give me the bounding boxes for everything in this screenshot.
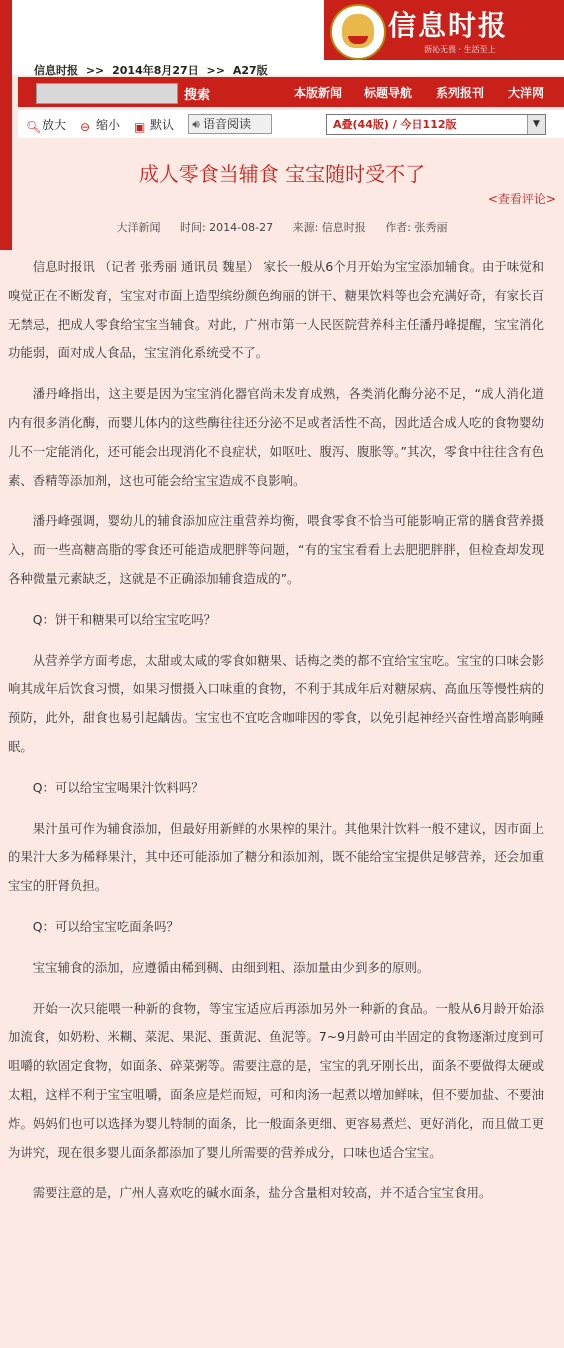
paragraph: 需要注意的是，广州人喜欢吃的碱水面条，盐分含量相对较高，并不适合宝宝食用。: [32, 1185, 492, 1201]
article-title: 成人零食当辅食 宝宝随时受不了: [138, 162, 426, 186]
lion-mascot-icon: [330, 4, 386, 60]
zoom-out-button[interactable]: ⊖ 缩小: [80, 118, 121, 134]
logo-title: 信息时报: [388, 9, 509, 42]
default-size-icon: ▣: [134, 120, 146, 134]
zoom-in-icon: 🔍︎: [26, 120, 42, 134]
page-header: [0, 0, 564, 75]
zoom-in-button[interactable]: 🔍︎放大: [26, 118, 67, 134]
search-input[interactable]: [36, 83, 178, 104]
meta-author: 作者: 张秀丽: [385, 221, 448, 234]
paragraph: 开始一次只能喂一种新的食物，等宝宝适应后再添加另外一种新的食品。一般从6月龄开始添加流食，如奶粉、米糊、菜泥、果泥、蛋黄泥、鱼泥等。7~9月龄可由半固定的食物逐渐过度到可咀嚼的软固定食物，如面条、碎菜粥等。需要注意的是，宝宝的乳牙刚长出，面条不要做得太硬或太粗，这样不利于宝宝咀嚼，面条应是烂而短，可和肉汤一起煮以增加鲜味，但不要加盐、不要油炸。妈妈们也可以选择为婴儿特制的面条，比一般面条更细、更容易煮烂、更好消化，而且做工更为讲究，现在很多婴儿面条都添加了婴儿所需要的营养成分，口味也适合宝宝。: [8, 1000, 544, 1160]
logo-tagline: 沥沁无畏 · 生活至上: [424, 45, 496, 54]
view-comments-link[interactable]: <查看评论>: [487, 192, 556, 206]
zoom-out-icon: ⊖: [80, 120, 91, 134]
question-heading: Q：可以给宝宝吃面条吗？: [32, 918, 179, 934]
nav-link-title-nav[interactable]: 标题导航: [364, 86, 413, 100]
edition-select[interactable]: [326, 114, 546, 135]
breadcrumb-separator: >>: [206, 64, 225, 77]
newspaper-logo[interactable]: [324, 0, 564, 60]
article-meta: [0, 219, 564, 235]
breadcrumb-date[interactable]: 2014年8月27日: [112, 64, 199, 77]
default-size-button[interactable]: ▣ 默认: [134, 118, 175, 134]
edition-select-value: A叠(44版) / 今日112版: [333, 118, 457, 131]
nav-link-series[interactable]: 系列报刊: [436, 86, 485, 100]
paragraph: 从营养学方面考虑，太甜或太咸的零食如糖果、话梅之类的都不宜给宝宝吃。宝宝的口味会影响其成年后饮食习惯，如果习惯摄入口味重的食物，不利于其成年后对糖尿病、高血压等慢性病的预防，此外，甜食也易引起龋齿。宝宝也不宜吃含咖啡因的零食，以免引起神经兴奋性增高影响睡眠。: [8, 652, 544, 754]
paragraph: 潘丹峰强调，婴幼儿的辅食添加应注重营养均衡，喂食零食不恰当可能影响正常的膳食营养摄入，而一些高糖高脂的零食还可能造成肥胖等问题，“有的宝宝看看上去肥肥胖胖，但检查却发现各种微量元素缺乏，这就是不正确添加辅食造成的”。: [8, 513, 544, 586]
reading-toolbar: [18, 110, 564, 138]
question-heading: Q：饼干和糖果可以给宝宝吃吗？: [32, 611, 217, 627]
meta-origin: 来源: 信息时报: [292, 221, 366, 234]
search-button[interactable]: 搜索: [184, 88, 211, 103]
side-banner: [0, 0, 12, 250]
paragraph: 果汁虽可作为辅食添加，但最好用新鲜的水果榨的果汁。其他果汁饮料一般不建议，因市面上的果汁大多为稀释果汁，其中还可能添加了糖分和添加剂，既不能给宝宝提供足够营养，还会加重宝宝的肝肾负担。: [8, 820, 544, 894]
meta-source: 大洋新闻: [116, 221, 161, 234]
breadcrumb-page[interactable]: A27版: [232, 64, 268, 77]
nav-link-page-news[interactable]: 本版新闻: [294, 86, 343, 100]
chevron-down-icon: ▼: [527, 115, 545, 134]
breadcrumb-separator: >>: [85, 64, 105, 77]
speaker-icon: 🔊︎: [192, 117, 200, 131]
breadcrumb: [34, 62, 272, 78]
breadcrumb-paper[interactable]: 信息时报: [34, 64, 78, 77]
voice-read-button[interactable]: 🔊︎ 语音阅读: [188, 114, 272, 134]
nav-bar: [18, 77, 564, 107]
paragraph: 信息时报讯 （记者 张秀丽 通讯员 魏星） 家长一般从6个月开始为宝宝添加辅食。由于味觉和嗅觉正在不断发育，宝宝对市面上造型缤纷颜色绚丽的饼干、糖果饮料等也会充满好奇，有家长百无禁忌，把成人零食给宝宝当辅食。对此，广州市第一人民医院营养科主任潘丹峰提醒，宝宝消化功能弱，面对成人食品，宝宝消化系统受不了。: [8, 259, 544, 361]
meta-time: 时间: 2014-08-27: [179, 221, 274, 234]
nav-link-dayoo[interactable]: 大洋网: [508, 86, 545, 100]
paragraph: 潘丹峰指出，这主要是因为宝宝消化器官尚未发育成熟，各类消化酶分泌不足，“成人消化道内有很多消化酶，而婴儿体内的这些酶往往还分泌不足或者活性不高，因此适合成人吃的食物婴幼儿不一定能消化，还可能会出现消化不良症状，如呕吐、腹泻、腹胀等。”其次，零食中往往含有色素、香精等添加剂，这也可能会给宝宝造成不良影响。: [8, 386, 544, 488]
question-heading: Q：可以给宝宝喝果汁饮料吗？: [32, 779, 204, 795]
paragraph: 宝宝辅食的添加，应遵循由稀到稠、由细到粗、添加量由少到多的原则。: [32, 959, 430, 975]
article-body: [8, 253, 544, 1220]
